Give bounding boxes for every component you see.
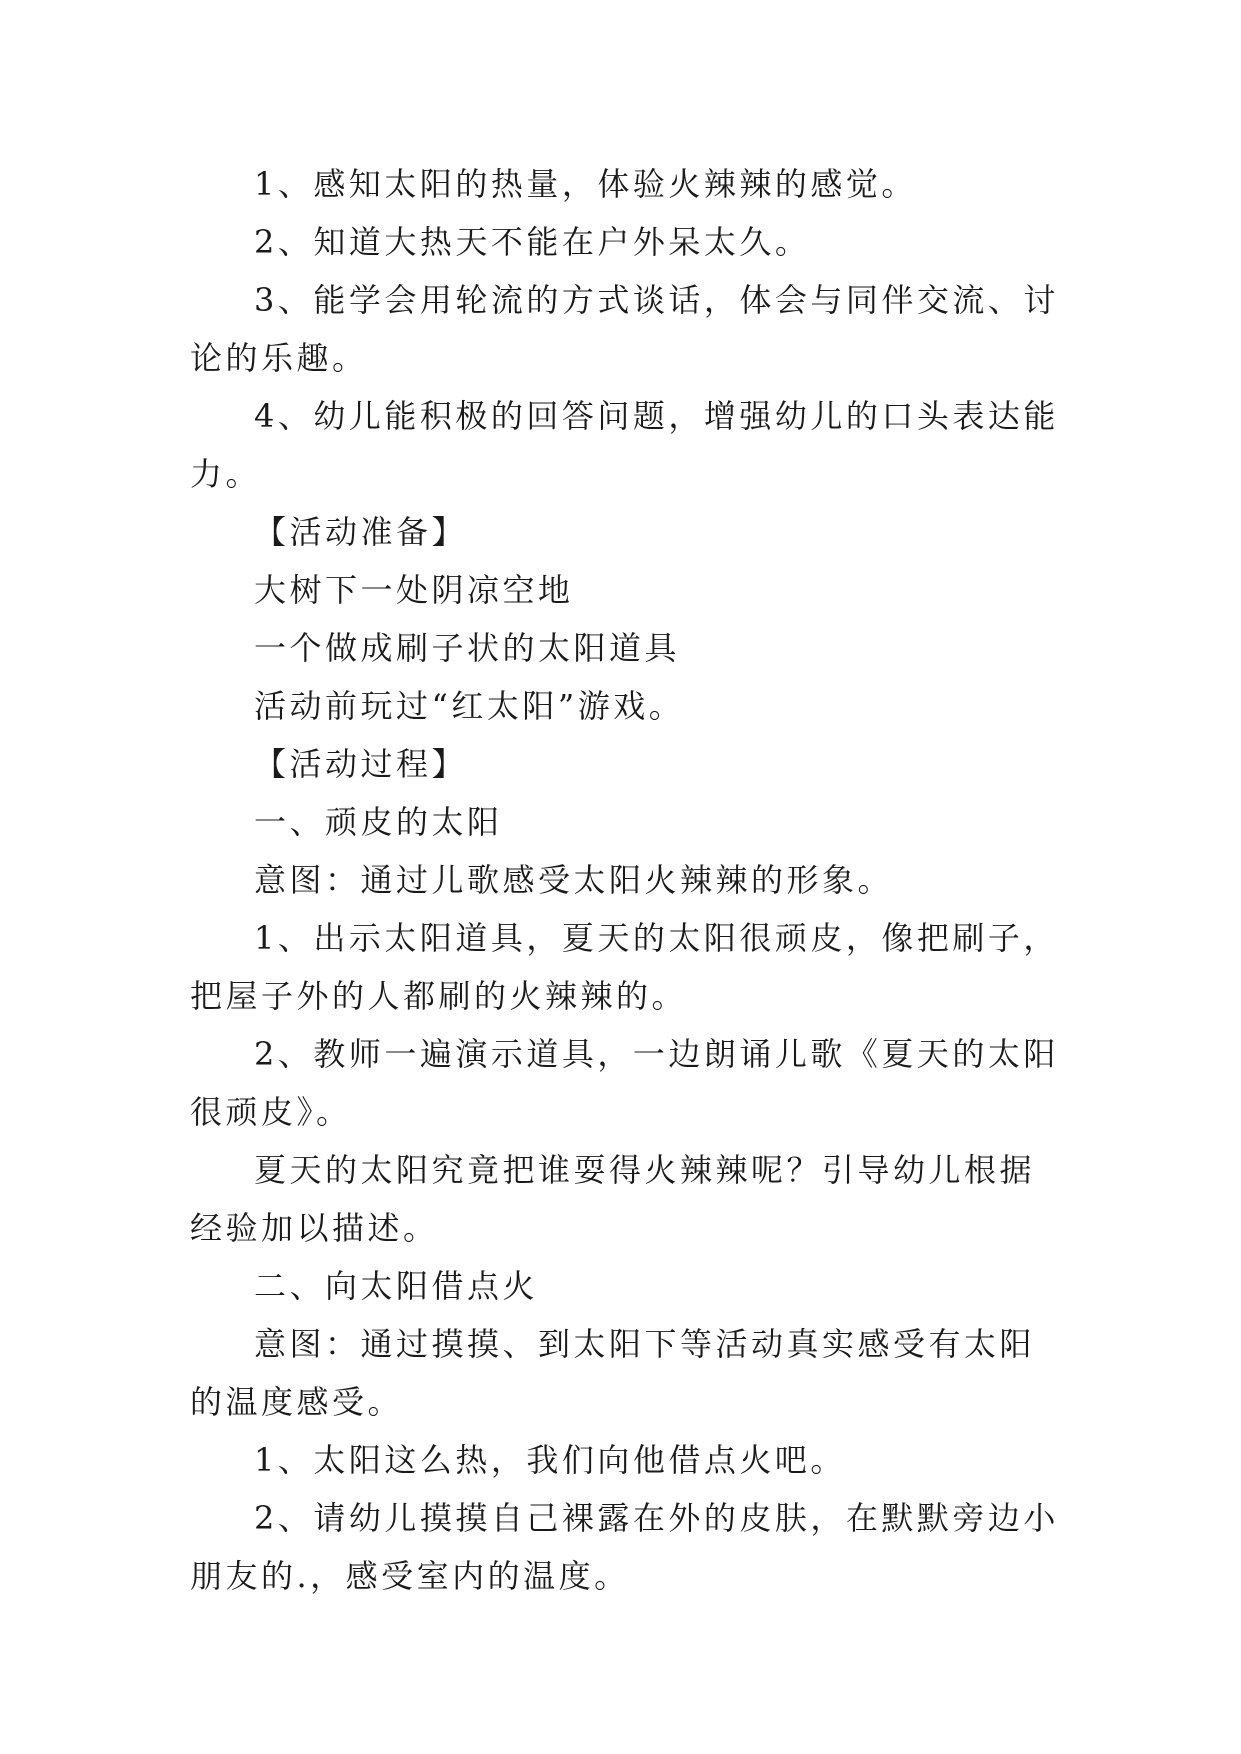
process-part-1-title: 一、顽皮的太阳	[254, 803, 503, 841]
preparation-item-2: 一个做成刷子状的太阳道具	[254, 629, 681, 667]
section-heading-preparation: 【活动准备】	[254, 513, 468, 551]
paragraph-goal-2: 2、知道大热天不能在户外呆太久。	[254, 223, 811, 261]
process-part-1-step-1: 1、出示太阳道具，夏天的太阳很顽皮，像把刷子，把屋子外的人都刷的火辣辣的。	[190, 919, 1059, 1015]
process-part-2-step-2: 2、请幼儿摸摸自己裸露在外的皮肤，在默默旁边小朋友的.，感受室内的温度。	[190, 1499, 1059, 1595]
paragraph-goal-1: 1、感知太阳的热量，体验火辣辣的感觉。	[254, 165, 917, 203]
process-part-2-step-1: 1、太阳这么热，我们向他借点火吧。	[254, 1441, 846, 1479]
preparation-item-1: 大树下一处阴凉空地	[254, 571, 574, 609]
paragraph-goal-3: 3、能学会用轮流的方式谈话，体会与同伴交流、讨论的乐趣。	[190, 281, 1059, 377]
paragraph-goal-4: 4、幼儿能积极的回答问题，增强幼儿的口头表达能力。	[190, 397, 1059, 493]
preparation-item-3: 活动前玩过“红太阳”游戏。	[254, 687, 685, 725]
section-heading-process: 【活动过程】	[254, 745, 468, 783]
document-body	[190, 155, 1060, 1605]
process-part-1-step-2: 2、教师一遍演示道具，一边朗诵儿歌《夏天的太阳很顽皮》。	[190, 1035, 1059, 1131]
process-part-2-intent: 意图：通过摸摸、到太阳下等活动真实感受有太阳的温度感受。	[190, 1325, 1036, 1421]
process-part-1-intent: 意图：通过儿歌感受太阳火辣辣的形象。	[254, 861, 894, 899]
process-part-2-title: 二、向太阳借点火	[254, 1267, 539, 1305]
process-part-1-question: 夏天的太阳究竟把谁耍得火辣辣呢？引导幼儿根据经验加以描述。	[190, 1151, 1036, 1247]
